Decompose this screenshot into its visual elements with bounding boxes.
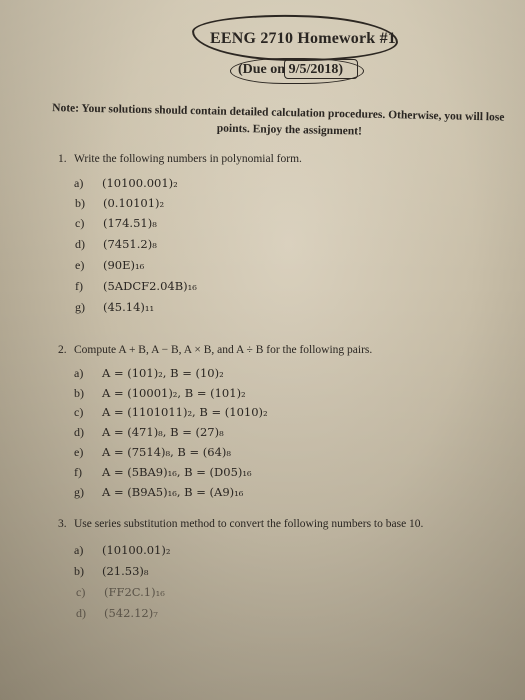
due-date: 9/5/2018) xyxy=(288,62,344,77)
note xyxy=(52,100,523,144)
q2-item-d xyxy=(74,425,224,440)
q3-item-expr: (10100.01)₂ xyxy=(102,543,171,557)
q1-item-label: d) xyxy=(75,237,85,251)
q1-item-expr: (45.14)₁₁ xyxy=(103,300,155,314)
q2-item-label: d) xyxy=(74,425,84,439)
question-2 xyxy=(58,344,372,356)
q3-item-expr: (FF2C.1)₁₆ xyxy=(104,585,165,599)
q2-item-label: a) xyxy=(74,366,84,380)
q1-item-e xyxy=(75,258,144,273)
q3-item-d xyxy=(76,606,158,621)
question-2-stem: Compute A + B, A − B, A × B, and A ÷ B for the following pairs. xyxy=(74,344,373,356)
question-1-number: 1. xyxy=(58,153,67,165)
q3-item-c xyxy=(76,585,165,600)
q2-item-g xyxy=(74,485,243,500)
q1-item-label: b) xyxy=(75,196,85,210)
q2-item-c xyxy=(74,405,268,420)
q2-item-expr: A = (B9A5)₁₆, B = (A9)₁₆ xyxy=(102,485,244,499)
q2-item-expr: A = (7514)₈, B = (64)₈ xyxy=(102,445,232,459)
q2-item-label: b) xyxy=(74,386,84,400)
question-3-stem: Use series substitution method to convert the following numbers to base 10. xyxy=(74,518,424,530)
question-3-number: 3. xyxy=(58,518,67,530)
q1-item-expr: (5ADCF2.04B)₁₆ xyxy=(103,279,197,293)
q3-item-label: d) xyxy=(76,606,86,620)
question-2-number: 2. xyxy=(58,344,67,356)
q2-item-f xyxy=(74,465,252,480)
q1-item-expr: (7451.2)₈ xyxy=(103,237,157,251)
q3-item-label: c) xyxy=(76,585,86,599)
question-1 xyxy=(58,153,302,165)
due-prefix: (Due on xyxy=(238,62,286,77)
q1-item-label: a) xyxy=(74,176,84,190)
q1-item-expr: (0.10101)₂ xyxy=(103,196,165,210)
q1-item-c xyxy=(75,216,157,231)
q3-item-b xyxy=(74,564,149,579)
q3-item-expr: (542.12)₇ xyxy=(104,606,158,620)
q2-item-e xyxy=(74,445,231,460)
q2-item-label: g) xyxy=(74,485,84,499)
q2-item-expr: A = (471)₈, B = (27)₈ xyxy=(102,425,224,439)
q3-item-expr: (21.53)₈ xyxy=(102,564,149,578)
q2-item-expr: A = (1101011)₂, B = (1010)₂ xyxy=(102,405,268,419)
q1-item-d xyxy=(75,237,157,252)
q1-item-b xyxy=(75,196,164,211)
question-1-stem: Write the following numbers in polynomial form. xyxy=(74,153,302,165)
q1-item-f xyxy=(75,279,197,294)
q1-item-g xyxy=(75,300,154,315)
q2-item-label: e) xyxy=(74,445,84,459)
note-line-1: Note: Your solutions should contain detailed calculation procedures. Otherwise, you will lose xyxy=(52,102,505,124)
q1-item-label: f) xyxy=(75,279,83,293)
q1-item-label: c) xyxy=(75,216,85,230)
note-line-2: points. Enjoy the assignment! xyxy=(216,122,363,138)
q2-item-label: f) xyxy=(74,465,82,479)
q2-item-label: c) xyxy=(74,405,84,419)
q3-item-label: a) xyxy=(74,543,84,557)
question-3 xyxy=(58,518,423,530)
q2-item-b xyxy=(74,386,246,401)
due-date-line xyxy=(238,62,343,78)
q1-item-a xyxy=(74,176,178,191)
q2-item-expr: A = (5BA9)₁₆, B = (D05)₁₆ xyxy=(102,465,252,479)
q2-item-a xyxy=(74,366,224,381)
q3-item-label: b) xyxy=(74,564,84,578)
q2-item-expr: A = (10001)₂, B = (101)₂ xyxy=(102,386,246,400)
q1-item-label: g) xyxy=(75,300,85,314)
q1-item-label: e) xyxy=(75,258,85,272)
q1-item-expr: (90E)₁₆ xyxy=(103,258,145,272)
q1-item-expr: (10100.001)₂ xyxy=(102,176,178,190)
page-title: EENG 2710 Homework #1 xyxy=(210,30,396,47)
q3-item-a xyxy=(74,543,170,558)
q2-item-expr: A = (101)₂, B = (10)₂ xyxy=(102,366,224,380)
q1-item-expr: (174.51)₈ xyxy=(103,216,157,230)
